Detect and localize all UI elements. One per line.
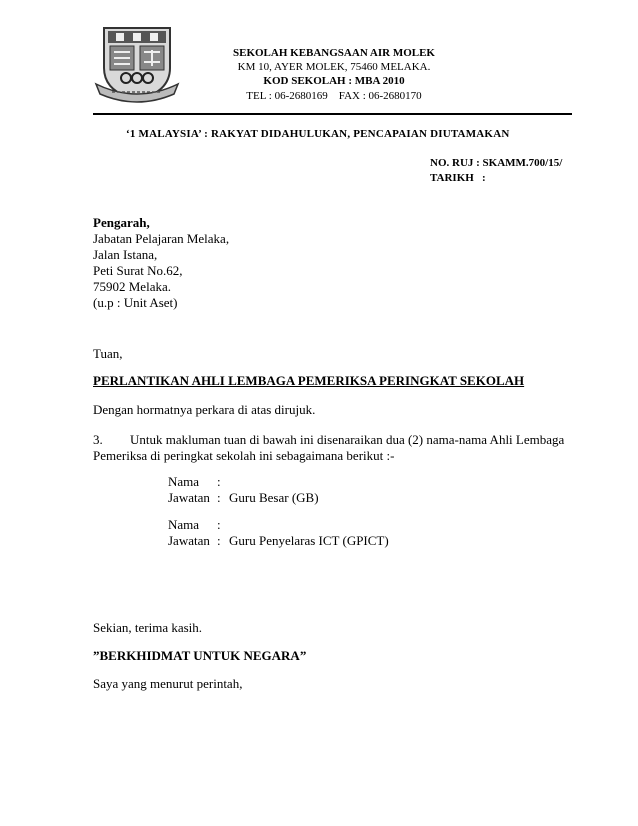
school-crest-logo (94, 22, 180, 104)
member-post-label: Jawatan (168, 533, 210, 548)
header-divider (93, 113, 572, 115)
paragraph-3-line-1: Untuk makluman tuan di bawah ini disenaraikan dua (2) nama-nama Ahli Lembaga (130, 432, 565, 447)
member-post-colon: : (217, 533, 221, 548)
member-name-label: Nama (168, 474, 200, 489)
school-contact: TEL : 06-2680169 FAX : 06-2680170 (246, 90, 422, 102)
closing-thanks: Sekian, terima kasih. (93, 620, 203, 635)
school-code: KOD SEKOLAH : MBA 2010 (263, 75, 405, 87)
recipient-line: Peti Surat No.62, (93, 263, 183, 278)
member-name-colon: : (217, 517, 221, 532)
salutation: Tuan, (93, 346, 123, 361)
member-name-colon: : (217, 474, 221, 489)
paragraph-3-number: 3. (93, 432, 103, 447)
recipient-title: Pengarah, (93, 215, 150, 230)
reference-number: NO. RUJ : SKAMM.700/15/ (430, 157, 563, 169)
member-post-value: Guru Besar (GB) (229, 490, 319, 505)
paragraph-3-line-2: Pemeriksa di peringkat sekolah ini sebagaimana berikut :- (93, 448, 395, 463)
closing-sign-off: Saya yang menurut perintah, (93, 676, 243, 691)
recipient-line: Jalan Istana, (93, 247, 158, 262)
closing-slogan: ”BERKHIDMAT UNTUK NEGARA” (93, 648, 307, 663)
reference-date: TARIKH : (430, 172, 486, 184)
member-post-label: Jawatan (168, 490, 210, 505)
paragraph-1: Dengan hormatnya perkara di atas dirujuk. (93, 402, 316, 417)
member-post-colon: : (217, 490, 221, 505)
member-name-label: Nama (168, 517, 200, 532)
motto: ‘1 MALAYSIA’ : RAKYAT DIDAHULUKAN, PENCAPAIAN DIUTAMAKAN (126, 128, 510, 140)
recipient-line: 75902 Melaka. (93, 279, 171, 294)
school-name: SEKOLAH KEBANGSAAN AIR MOLEK (232, 47, 435, 59)
school-address: KM 10, AYER MOLEK, 75460 MELAKA. (237, 61, 431, 73)
recipient-line: Jabatan Pelajaran Melaka, (93, 231, 230, 246)
member-post-value: Guru Penyelaras ICT (GPICT) (229, 533, 389, 548)
recipient-line: (u.p : Unit Aset) (93, 295, 178, 310)
letter-subject: PERLANTIKAN AHLI LEMBAGA PEMERIKSA PERINGKAT SEKOLAH (93, 373, 525, 388)
